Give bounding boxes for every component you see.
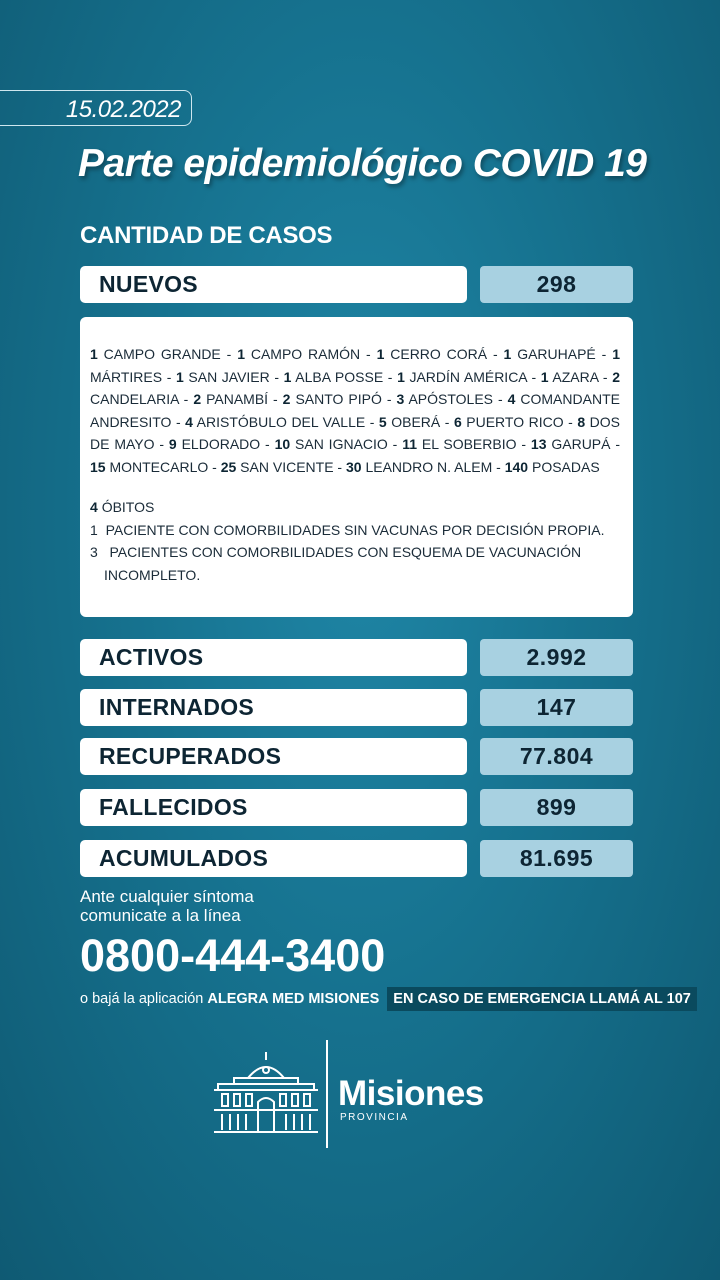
obito-item-text: PACIENTE CON COMORBILIDADES SIN VACUNAS POR DECISIÓN PROPIA. [105,521,605,538]
report-date: 15.02.2022 [65,96,181,123]
locality-count: 9 [168,436,177,452]
locality-name: POSADAS [528,458,600,475]
locality-name: ALBA POSSE [291,368,384,385]
locality-name: ARISTÓBULO DEL VALLE [192,413,366,430]
locality-count: 11 [402,436,418,452]
locality-entry [283,391,382,407]
locality-entry [531,436,611,452]
nuevos-value: 298 [480,266,633,303]
locality-name: JARDÍN AMÉRICA [404,368,527,385]
locality-name: MONTECARLO [105,458,209,475]
stat-label-internados: INTERNADOS [80,689,467,726]
emergency-badge: EN CASO DE EMERGENCIA LLAMÁ AL 107 [387,987,697,1011]
locality-name: SAN JAVIER [183,368,270,385]
locality-count: 15 [90,458,106,475]
obito-item-count: 1 [90,521,98,538]
page-title: Parte epidemiológico COVID 19 [78,142,647,185]
locality-name: EL SOBERBIO [417,436,517,452]
locality-count: 1 [540,368,549,385]
locality-count: 1 [283,368,292,385]
obito-item-count: 3 [90,544,98,560]
locality-entry [379,414,440,430]
locality-count: 8 [577,413,586,430]
contact-line-1: Ante cualquier síntoma [80,887,254,906]
locality-count: 1 [503,346,512,362]
locality-name: MÁRTIRES [90,368,163,385]
locality-count: 4 [185,413,193,430]
locality-name: CANDELARIA [90,391,179,407]
date-badge [0,90,192,126]
locality-entry [346,459,492,475]
stat-label-activos: ACTIVOS [80,639,467,676]
locality-count: 140 [504,458,529,475]
locality-count: 10 [274,436,291,452]
hotline-phone[interactable]: 0800-444-3400 [80,930,386,981]
cases-detail-card [80,317,633,617]
locality-name: GARUPÁ [546,436,611,452]
locality-name: ELDORADO [176,436,261,452]
obito-item [90,519,620,542]
locality-entry [504,346,596,362]
locality-count: 2 [193,391,202,407]
locality-count: 13 [530,436,547,452]
logo-subtitle: PROVINCIA [340,1112,409,1123]
locality-name: APÓSTOLES [404,391,494,407]
locality-count: 1 [237,346,245,362]
stat-value-internados: 147 [480,689,633,726]
locality-entry [402,436,516,452]
app-line [80,987,697,1011]
app-name: ALEGRA MED MISIONES [207,991,380,1007]
locality-entry [454,414,564,430]
locality-name: SANTO PIPÓ [290,391,382,407]
locality-entry [397,369,527,385]
obito-item [90,541,620,564]
locality-count: 6 [453,413,462,430]
locality-entry [505,459,600,475]
locality-count: 1 [175,368,184,385]
locality-name: PANAMBÍ [201,391,269,407]
logo-divider [326,1040,328,1148]
locality-name: AZARA [548,368,599,385]
locality-entry [90,459,208,475]
locality-name: LEANDRO N. ALEM [361,458,493,475]
locality-count: 1 [397,368,405,385]
stat-label-fallecidos: FALLECIDOS [80,789,467,826]
locality-count: 25 [220,458,237,475]
stat-value-fallecidos: 899 [480,789,633,826]
locality-name: OBERÁ [386,413,441,430]
government-building-icon [212,1052,320,1136]
contact-line-2: comunicate a la línea [80,906,241,925]
locality-entry [377,346,488,362]
locality-name: DOS DE MAYO [90,413,620,452]
locality-entry [396,391,493,407]
stat-label-recuperados: RECUPERADOS [80,738,467,775]
locality-name: SAN VICENTE [236,458,334,475]
locality-entry [284,369,384,385]
locality-entry [90,346,221,362]
obitos-block [90,496,620,586]
locality-count: 3 [396,391,405,407]
locality-count: 4 [507,391,516,407]
stat-label-acumulados: ACUMULADOS [80,840,467,877]
stat-value-recuperados: 77.804 [480,738,633,775]
obito-item-continuation: INCOMPLETO. [104,566,201,583]
logo-name: Misiones [338,1074,484,1113]
locality-name: CAMPO RAMÓN [244,346,361,362]
stat-value-acumulados: 81.695 [480,840,633,877]
stat-value-activos: 2.992 [480,639,633,676]
locality-name: CAMPO GRANDE [97,346,221,362]
nuevos-label: NUEVOS [80,266,467,303]
locality-count: 2 [612,368,620,385]
obitos-label: ÓBITOS [101,499,155,515]
obitos-heading [90,496,620,519]
localities-list: 1 CAMPO GRANDE - 1 CAMPO RAMÓN - 1 CERRO CORÁ - 1 GARUHAPÉ - 1 MÁRTIRES - 1 SAN JAVIER - 1 ALBA POSSE - 1 JARDÍN AMÉRICA - 1 AZARA - 2 CANDELARIA - 2 PANAMBÍ - 2 SANTO PIPÓ - 3 APÓSTOLES - 4 COMANDANTE ANDRESITO - 4 ARISTÓBULO DEL VALLE - 5 OBERÁ - 6 PUERTO RICO - 8 DOS DE MAYO - 9 ELDORADO - 10 SAN IGNACIO - 11 EL SOBERBIO - 13 GARUPÁ - 15 MONTECARLO - 25 SAN VICENTE - 30 LEANDRO N. ALEM - 140 POSADAS [90,346,621,475]
locality-name: CERRO CORÁ [384,346,488,362]
locality-count: 1 [376,346,385,362]
locality-entry [237,346,360,362]
locality-name: COMANDANTE ANDRESITO [90,391,620,430]
misiones-logo [212,1040,512,1150]
locality-count: 1 [90,346,98,362]
obitos-count: 4 [90,499,98,515]
locality-name: PUERTO RICO [461,413,564,430]
locality-count: 2 [282,391,291,407]
contact-intro [80,887,254,925]
locality-name: GARUHAPÉ [511,346,596,362]
locality-entry [541,369,599,385]
section-subtitle: CANTIDAD DE CASOS [80,222,333,249]
locality-entry [275,436,388,452]
locality-entry [221,459,334,475]
locality-count: 30 [346,458,362,475]
locality-entry [176,369,270,385]
locality-count: 5 [378,413,387,430]
locality-entry [185,414,365,430]
app-prefix: o bajá la aplicación [80,991,204,1007]
locality-name: SAN IGNACIO [290,436,388,452]
obito-item-text: PACIENTES CON COMORBILIDADES CON ESQUEMA DE VACUNACIÓN [109,544,582,560]
locality-entry [193,391,268,407]
locality-count: 1 [612,346,620,362]
locality-entry [169,436,260,452]
